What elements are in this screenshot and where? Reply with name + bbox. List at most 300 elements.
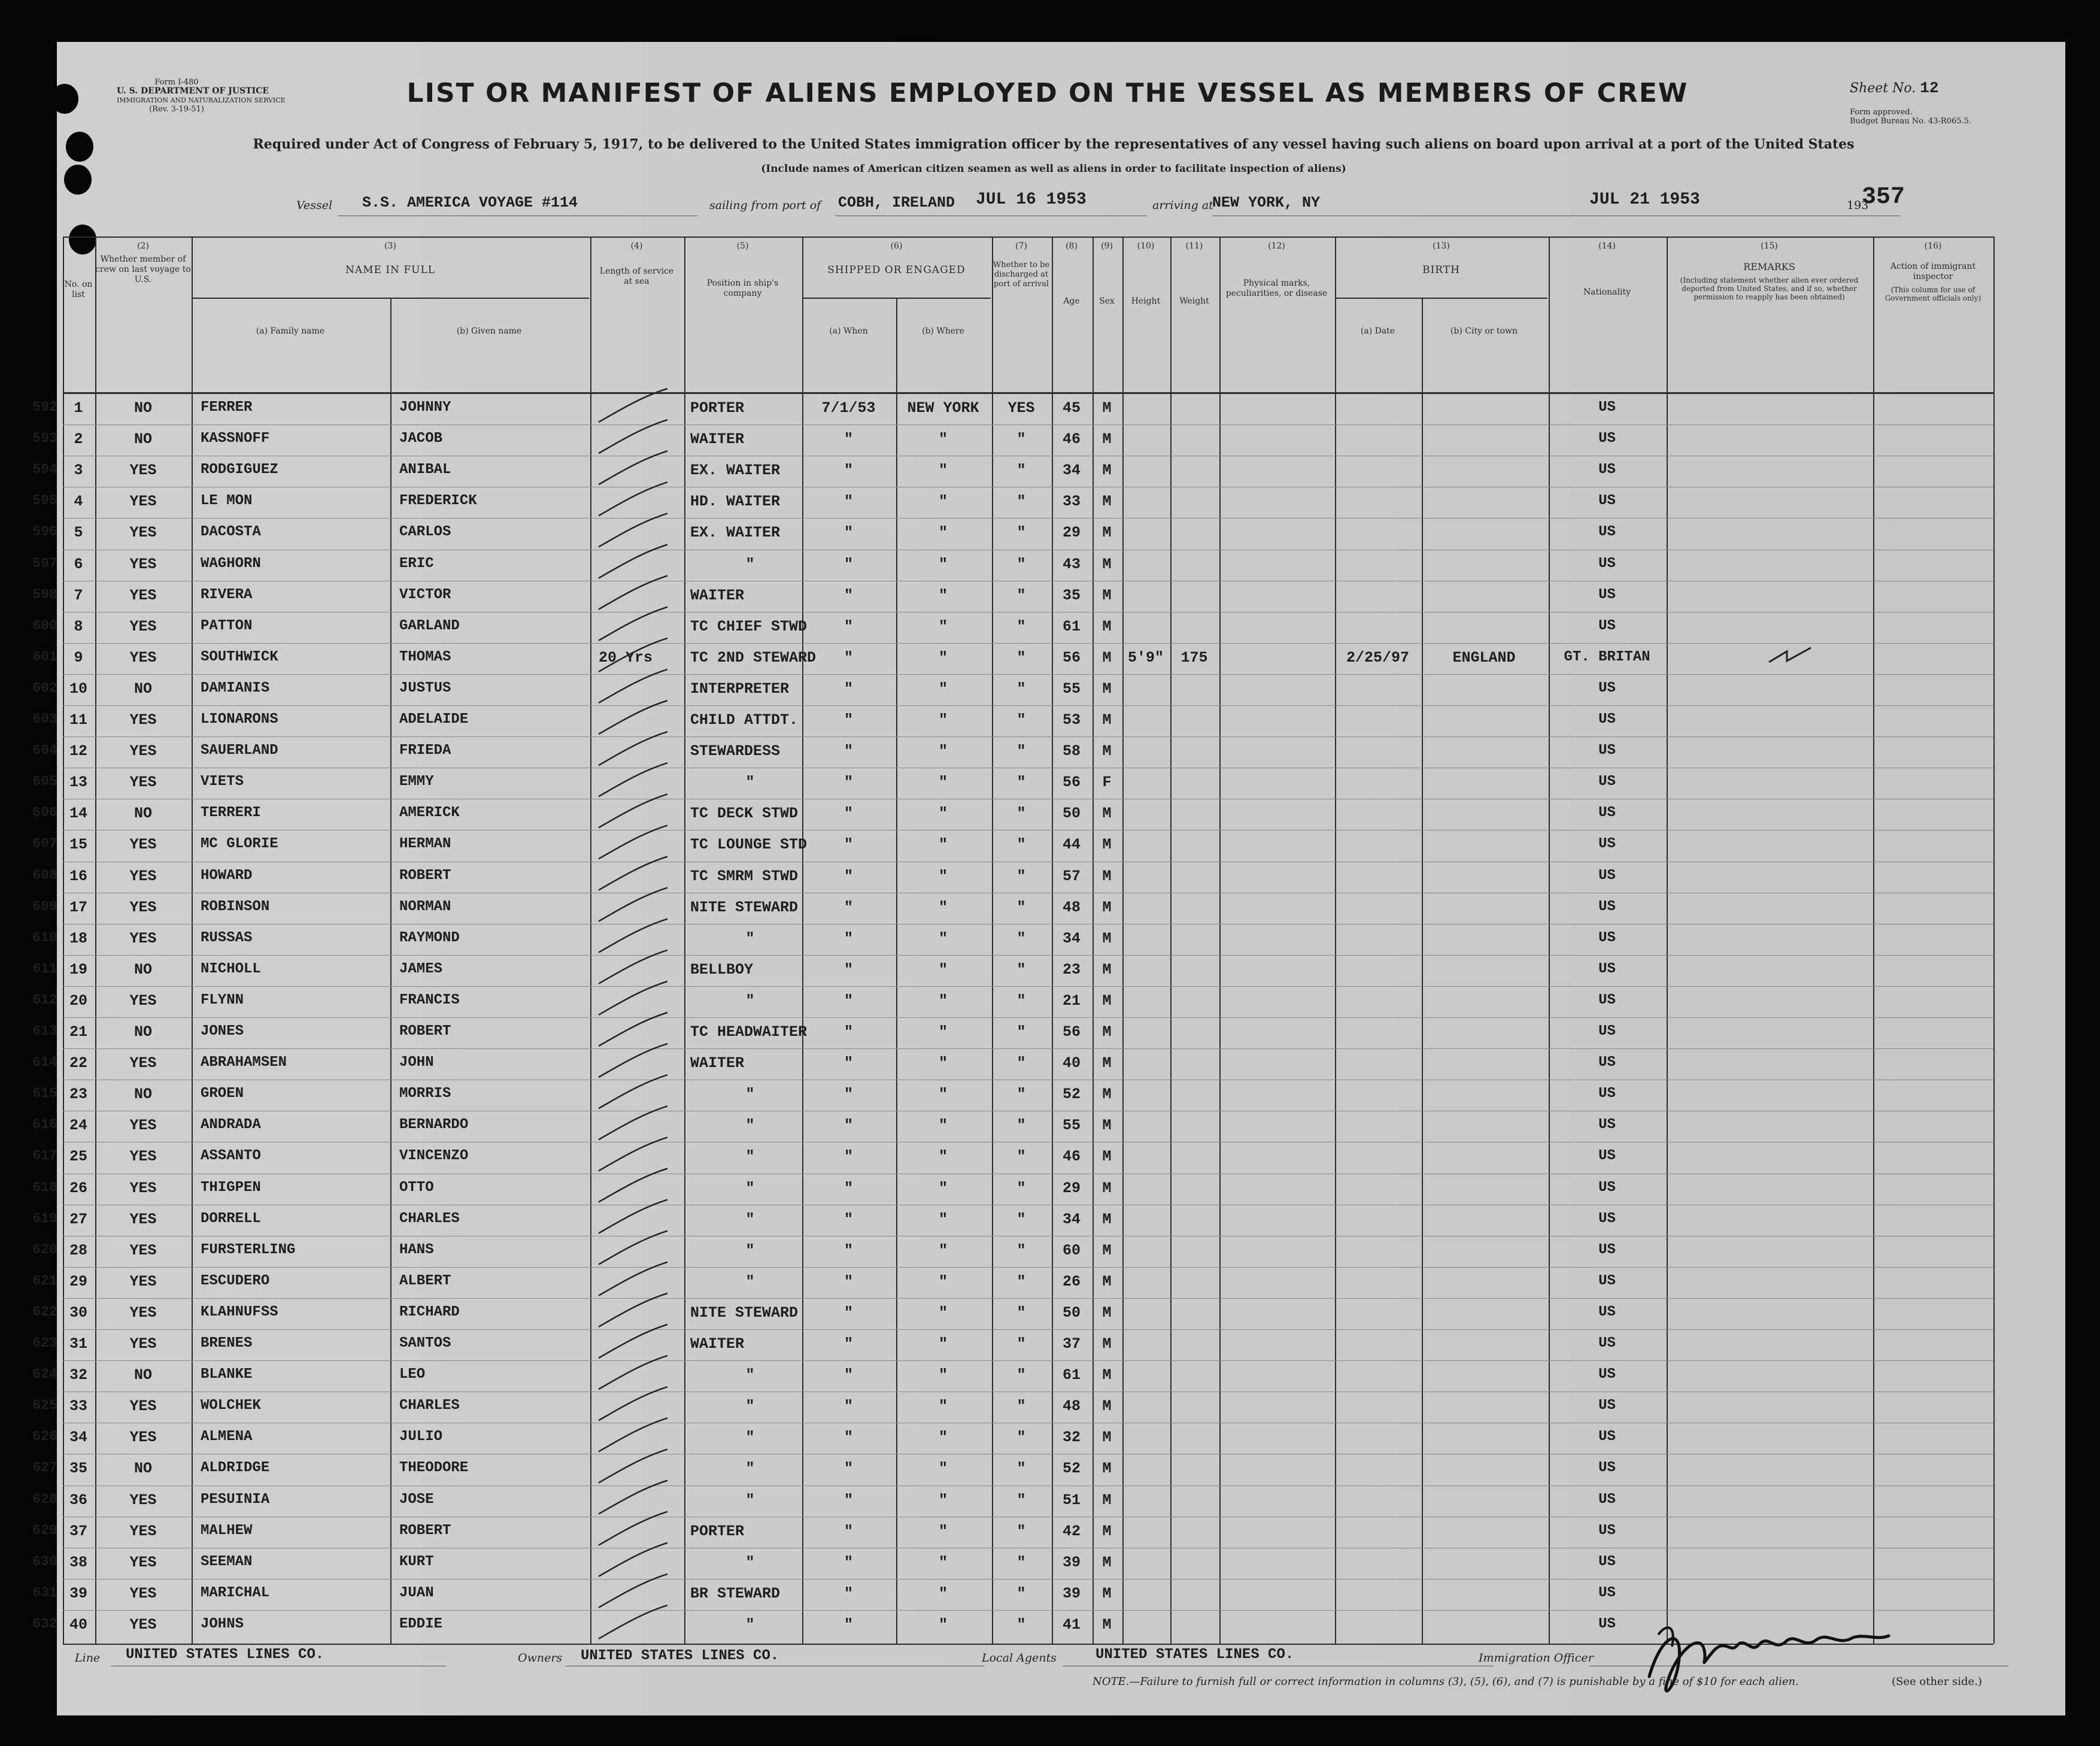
cell-given: JUSTUS xyxy=(399,680,451,696)
line-label: Line xyxy=(75,1651,101,1665)
arriving-label: arriving at xyxy=(1152,199,1213,212)
cell-last: YES xyxy=(129,836,157,854)
cell-mnum: 617 xyxy=(32,1148,57,1164)
cell-pos: BELLBOY xyxy=(690,960,754,978)
cell-when: " xyxy=(843,711,853,729)
cell-pos: TC CHIEF STWD xyxy=(690,617,808,635)
cell-fam: RODGIGUEZ xyxy=(201,462,278,478)
cell-dis: " xyxy=(1016,1023,1026,1041)
cell-sex: M xyxy=(1102,1023,1112,1041)
cell-when: " xyxy=(843,1335,853,1353)
cell-pos: " xyxy=(745,555,755,573)
arrival-date-stamp: JUL 21 1953 xyxy=(1589,190,1700,209)
cell-given: VICTOR xyxy=(399,586,451,603)
cell-dis: " xyxy=(1016,1553,1026,1571)
cell-fam: GROEN xyxy=(201,1086,244,1102)
budget-bureau: Budget Bureau No. 43-R065.5. xyxy=(1850,117,1972,126)
col-where: (b) Where xyxy=(921,326,964,336)
cell-sex: M xyxy=(1102,524,1112,542)
cell-when: " xyxy=(843,1584,853,1602)
cell-age: 42 xyxy=(1062,1522,1081,1540)
cell-given: EMMY xyxy=(399,774,434,790)
cell-when: " xyxy=(843,1210,853,1228)
cell-dis: " xyxy=(1016,1148,1026,1166)
cell-last: YES xyxy=(129,774,157,792)
footer xyxy=(57,1647,2065,1712)
cell-when: " xyxy=(843,929,853,947)
cell-mnum: 615 xyxy=(32,1086,57,1102)
cell-no: 32 xyxy=(69,1366,87,1384)
col-last-voyage-num: (2) xyxy=(137,241,149,251)
cell-given: JACOB xyxy=(399,431,443,447)
cell-where: " xyxy=(938,524,948,542)
cell-nat: US xyxy=(1598,1398,1616,1414)
cell-where: " xyxy=(938,992,948,1010)
cell-where: " xyxy=(938,1023,948,1041)
cell-given: CHARLES xyxy=(399,1398,460,1414)
cell-last: YES xyxy=(129,1615,157,1633)
cell-no: 20 xyxy=(69,992,87,1010)
cell-fam: DACOSTA xyxy=(201,524,261,541)
cell-age: 40 xyxy=(1062,1054,1081,1072)
cell-pos: " xyxy=(745,1615,755,1633)
cell-no: 21 xyxy=(69,1023,87,1041)
cell-where: " xyxy=(938,1272,948,1290)
cell-last: YES xyxy=(129,1054,157,1072)
cell-where: " xyxy=(938,648,948,666)
cell-where: " xyxy=(938,1304,948,1321)
cell-last: YES xyxy=(129,1429,157,1447)
cell-last: YES xyxy=(129,1179,157,1197)
cell-age: 23 xyxy=(1062,960,1081,978)
cell-pos: STEWARDESS xyxy=(690,742,781,760)
cell-dis: " xyxy=(1016,524,1026,542)
cell-fam: RIVERA xyxy=(201,586,253,603)
cell-nat: US xyxy=(1598,929,1616,946)
cell-nat: US xyxy=(1598,431,1616,447)
cell-last: YES xyxy=(129,1522,157,1540)
cell-sex: F xyxy=(1102,774,1112,792)
cell-given: BERNARDO xyxy=(399,1117,469,1133)
cell-nat: US xyxy=(1598,898,1616,915)
cell-fam: SOUTHWICK xyxy=(201,648,278,665)
cell-mnum: 625 xyxy=(32,1398,57,1414)
cell-given: EDDIE xyxy=(399,1615,443,1632)
cell-dis: " xyxy=(1016,774,1026,792)
cell-mnum: 623 xyxy=(32,1335,57,1351)
cell-nat: US xyxy=(1598,1335,1616,1351)
cell-where: " xyxy=(938,1148,948,1166)
cell-fam: JONES xyxy=(201,1023,244,1039)
cell-given: AMERICK xyxy=(399,805,460,822)
cell-given: KURT xyxy=(399,1553,434,1570)
year-suffix: 193 xyxy=(1847,199,1869,212)
cell-no: 16 xyxy=(69,867,87,885)
cell-dis: " xyxy=(1016,1272,1026,1290)
cell-sex: M xyxy=(1102,992,1112,1010)
cell-fam: ALDRIDGE xyxy=(201,1460,270,1477)
cell-where: " xyxy=(938,1615,948,1633)
cell-when: " xyxy=(843,836,853,854)
cell-dis: " xyxy=(1016,960,1026,978)
cell-sex: M xyxy=(1102,1522,1112,1540)
cell-pos: TC DECK STWD xyxy=(690,805,799,823)
col-height-header: Height xyxy=(1131,296,1161,306)
page-stamp: 357 xyxy=(1862,184,1905,211)
cell-no: 39 xyxy=(69,1584,87,1602)
cell-no: 2 xyxy=(74,431,83,448)
cell-given: JULIO xyxy=(399,1429,443,1445)
cell-sex: M xyxy=(1102,1491,1112,1509)
cell-last: YES xyxy=(129,524,157,542)
cell-nat: US xyxy=(1598,805,1616,822)
cell-no: 3 xyxy=(74,462,83,480)
cell-fam: FERRER xyxy=(201,399,253,416)
cell-sex: M xyxy=(1102,867,1112,885)
cell-where: " xyxy=(938,617,948,635)
cell-where: " xyxy=(938,586,948,604)
col-remarks-header: REMARKS xyxy=(1743,261,1795,272)
cell-where: " xyxy=(938,805,948,823)
cell-sex: M xyxy=(1102,1210,1112,1228)
cell-given: ROBERT xyxy=(399,1023,451,1039)
cell-fam: ASSANTO xyxy=(201,1148,261,1165)
cell-no: 38 xyxy=(69,1553,87,1571)
sheet-label-text: Sheet No. xyxy=(1850,81,1916,96)
cell-pos: WAITER xyxy=(690,1054,745,1072)
cell-dis: " xyxy=(1016,586,1026,604)
cell-where: " xyxy=(938,1335,948,1353)
cell-dis: " xyxy=(1016,711,1026,729)
cell-last: YES xyxy=(129,1210,157,1228)
cell-last: NO xyxy=(133,399,152,417)
cell-dis: " xyxy=(1016,1522,1026,1540)
cell-when: " xyxy=(843,1054,853,1072)
cell-no: 25 xyxy=(69,1148,87,1166)
cell-pos: " xyxy=(745,1429,755,1447)
cell-where: " xyxy=(938,929,948,947)
col-nationality-num: (14) xyxy=(1598,241,1616,251)
cell-nat: US xyxy=(1598,399,1616,416)
cell-age: 21 xyxy=(1062,992,1081,1010)
cell-nat: US xyxy=(1598,1615,1616,1632)
cell-sex: M xyxy=(1102,1086,1112,1104)
cell-fam: FLYNN xyxy=(201,992,244,1008)
officer-label: Immigration Officer xyxy=(1479,1651,1594,1665)
cell-pos: HD. WAITER xyxy=(690,493,781,511)
cell-dis: " xyxy=(1016,555,1026,573)
cell-dis: " xyxy=(1016,867,1026,885)
col-when: (a) When xyxy=(829,326,868,336)
cell-pos: " xyxy=(745,992,755,1010)
subtitle-note: (Include names of American citizen seamen as well as aliens in order to facilitate inspection of aliens) xyxy=(761,163,1346,175)
cell-when: " xyxy=(843,1491,853,1509)
cell-mnum: 627 xyxy=(32,1460,57,1476)
subtitle: Required under Act of Congress of February 5, 1917, to be delivered to the United States immigration officer by the representatives of any vessel having such aliens on board upon arrival at a port of the United States xyxy=(253,137,1855,152)
cell-nat: US xyxy=(1598,555,1616,572)
cell-pos: NITE STEWARD xyxy=(690,1304,799,1321)
cell-pos: " xyxy=(745,1241,755,1259)
cell-no: 28 xyxy=(69,1241,87,1259)
cell-age: 60 xyxy=(1062,1241,1081,1259)
cell-when: " xyxy=(843,555,853,573)
cell-last: YES xyxy=(129,555,157,573)
cell-last: NO xyxy=(133,805,152,823)
col-remarks-num: (15) xyxy=(1761,241,1778,251)
cell-last: YES xyxy=(129,992,157,1010)
cell-age: 51 xyxy=(1062,1491,1081,1509)
cell-no: 11 xyxy=(69,711,87,729)
cell-dis: " xyxy=(1016,929,1026,947)
cell-last: YES xyxy=(129,1117,157,1135)
cell-nat: US xyxy=(1598,992,1616,1008)
cell-when: " xyxy=(843,648,853,666)
cell-fam: LE MON xyxy=(201,493,253,510)
cell-sex: M xyxy=(1102,805,1112,823)
cell-dis: " xyxy=(1016,805,1026,823)
cell-pos: TC LOUNGE STD xyxy=(690,836,808,854)
cell-when: " xyxy=(843,493,853,511)
cell-pos: " xyxy=(745,1398,755,1415)
cell-no: 18 xyxy=(69,929,87,947)
cell-nat: US xyxy=(1598,493,1616,510)
col-no-header: No. on list xyxy=(64,280,93,299)
cell-mnum: 630 xyxy=(32,1553,57,1569)
cell-pos: TC HEADWAITER xyxy=(690,1023,808,1041)
cell-given: ROBERT xyxy=(399,1522,451,1539)
punch-hole xyxy=(66,132,93,162)
cell-last: YES xyxy=(129,586,157,604)
sheet-number: 12 xyxy=(1920,79,1939,97)
cell-sex: M xyxy=(1102,1335,1112,1353)
cell-mnum: 602 xyxy=(32,680,57,696)
cell-last: YES xyxy=(129,711,157,729)
col-birth-city: (b) City or town xyxy=(1450,326,1518,336)
cell-age: 52 xyxy=(1062,1086,1081,1104)
cell-sex: M xyxy=(1102,586,1112,604)
cell-nat: US xyxy=(1598,1272,1616,1289)
cell-when: " xyxy=(843,1179,853,1197)
cell-age: 58 xyxy=(1062,742,1081,760)
service: IMMIGRATION AND NATURALIZATION SERVICE xyxy=(117,96,286,104)
cell-where: " xyxy=(938,836,948,854)
cell-age: 39 xyxy=(1062,1553,1081,1571)
cell-no: 23 xyxy=(69,1086,87,1104)
cell-fam: ANDRADA xyxy=(201,1117,261,1133)
cell-when: " xyxy=(843,1398,853,1415)
sailing-date-stamp: JUL 16 1953 xyxy=(976,190,1087,209)
cell-when: " xyxy=(843,867,853,885)
cell-where: " xyxy=(938,1398,948,1415)
cell-fam: SEEMAN xyxy=(201,1553,253,1570)
revision: (Rev. 3-19-51) xyxy=(149,105,204,114)
cell-when: " xyxy=(843,1522,853,1540)
cell-nat: US xyxy=(1598,711,1616,728)
cell-last: YES xyxy=(129,1584,157,1602)
cell-when: " xyxy=(843,462,853,480)
cell-dis: " xyxy=(1016,1429,1026,1447)
cell-pos: " xyxy=(745,1179,755,1197)
cell-mnum: 601 xyxy=(32,648,57,665)
cell-where: " xyxy=(938,1429,948,1447)
col-remarks-note: (Including statement whether alien ever ordered deported from United States, and if so, whether permission to reapply has been obtained) xyxy=(1680,276,1859,301)
cell-pos: TC SMRM STWD xyxy=(690,867,799,885)
cell-no: 17 xyxy=(69,898,87,916)
cell-last: YES xyxy=(129,929,157,947)
cell-where: " xyxy=(938,462,948,480)
cell-age: 50 xyxy=(1062,805,1081,823)
cell-fam: ABRAHAMSEN xyxy=(201,1054,287,1071)
cell-nat: US xyxy=(1598,867,1616,884)
cell-given: RAYMOND xyxy=(399,929,460,946)
crew-table xyxy=(32,237,1993,1644)
cell-age: 56 xyxy=(1062,648,1081,666)
cell-ht: 5'9" xyxy=(1127,648,1164,666)
cell-dis: " xyxy=(1016,1491,1026,1509)
cell-mnum: 594 xyxy=(32,462,57,478)
cell-last: NO xyxy=(133,1460,152,1478)
cell-last: NO xyxy=(133,1086,152,1104)
cell-sex: M xyxy=(1102,493,1112,511)
cell-sex: M xyxy=(1102,1366,1112,1384)
cell-fam: ALMENA xyxy=(201,1429,253,1445)
col-service-header: Length of service at sea xyxy=(599,266,674,286)
sheet-label xyxy=(1850,79,1938,97)
cell-last: YES xyxy=(129,898,157,916)
cell-fam: ESCUDERO xyxy=(201,1272,270,1289)
cell-nat: US xyxy=(1598,1023,1616,1039)
cell-when: " xyxy=(843,1429,853,1447)
cell-pos: PORTER xyxy=(690,399,745,417)
cell-where: " xyxy=(938,1522,948,1540)
cell-no: 19 xyxy=(69,960,87,978)
cell-given: ROBERT xyxy=(399,867,451,884)
cell-last: YES xyxy=(129,1272,157,1290)
cell-dis: " xyxy=(1016,617,1026,635)
cell-nat: US xyxy=(1598,617,1616,634)
agents-label: Local Agents xyxy=(982,1651,1057,1665)
cell-nat: US xyxy=(1598,1491,1616,1508)
cell-fam: MALHEW xyxy=(201,1522,253,1539)
cell-sex: M xyxy=(1102,711,1112,729)
cell-nat: US xyxy=(1598,774,1616,790)
cell-age: 55 xyxy=(1062,1117,1081,1135)
cell-given: MORRIS xyxy=(399,1086,451,1102)
cell-when: " xyxy=(843,1148,853,1166)
cell-mnum: 628 xyxy=(32,1491,57,1507)
cell-pos: BR STEWARD xyxy=(690,1584,781,1602)
cell-age: 55 xyxy=(1062,680,1081,698)
cell-pos: " xyxy=(745,929,755,947)
cell-where: " xyxy=(938,711,948,729)
cell-age: 50 xyxy=(1062,1304,1081,1321)
cell-sex: M xyxy=(1102,1615,1112,1633)
cell-last: YES xyxy=(129,648,157,666)
arriving-port: NEW YORK, NY xyxy=(1212,194,1321,211)
cell-pos: " xyxy=(745,1210,755,1228)
manifest-sheet xyxy=(32,42,2065,1715)
cell-age: 56 xyxy=(1062,1023,1081,1041)
cell-age: 34 xyxy=(1062,929,1081,947)
cell-pos: " xyxy=(745,1117,755,1135)
cell-age: 39 xyxy=(1062,1584,1081,1602)
col-shipped-header: SHIPPED OR ENGAGED xyxy=(827,264,966,276)
cell-when: " xyxy=(843,1460,853,1478)
cell-dis: " xyxy=(1016,1117,1026,1135)
cell-given: RICHARD xyxy=(399,1304,460,1320)
cell-no: 22 xyxy=(69,1054,87,1072)
col-birth-header: BIRTH xyxy=(1422,264,1460,276)
cell-dis: " xyxy=(1016,1584,1026,1602)
cell-mnum: 597 xyxy=(32,555,57,571)
cell-no: 13 xyxy=(69,774,87,792)
col-action-num: (16) xyxy=(1924,241,1942,251)
cell-pos: " xyxy=(745,1491,755,1509)
cell-when: " xyxy=(843,1553,853,1571)
cell-fam: THIGPEN xyxy=(201,1179,261,1196)
cell-fam: HOWARD xyxy=(201,867,253,884)
footer-note: NOTE.—Failure to furnish full or correct information in columns (3), (5), (6), and (7) is punishable by a fine of $10 for each alien. xyxy=(1093,1675,1799,1688)
cell-mnum: 618 xyxy=(32,1179,57,1195)
cell-fam: DORRELL xyxy=(201,1210,261,1227)
cell-where: " xyxy=(938,680,948,698)
cell-nat: US xyxy=(1598,1148,1616,1165)
cell-age: 35 xyxy=(1062,586,1081,604)
cell-fam: FURSTERLING xyxy=(201,1241,296,1258)
cell-where: " xyxy=(938,1179,948,1197)
col-sex-header: Sex xyxy=(1099,296,1115,306)
cell-age: 61 xyxy=(1062,617,1081,635)
cell-fam: SAUERLAND xyxy=(201,742,278,759)
cell-sex: M xyxy=(1102,399,1112,417)
cell-dis: " xyxy=(1016,648,1026,666)
cell-where: " xyxy=(938,555,948,573)
cell-last: YES xyxy=(129,742,157,760)
cell-where: " xyxy=(938,493,948,511)
cell-pos: PORTER xyxy=(690,1522,745,1540)
cell-fam: BLANKE xyxy=(201,1366,253,1383)
cell-mnum: 614 xyxy=(32,1054,57,1071)
col-nationality-header: Nationality xyxy=(1583,287,1631,297)
cell-pos: WAITER xyxy=(690,586,745,604)
cell-age: 34 xyxy=(1062,1210,1081,1228)
cell-age: 37 xyxy=(1062,1335,1081,1353)
cell-fam: RUSSAS xyxy=(201,929,253,946)
cell-where: " xyxy=(938,1366,948,1384)
cell-nat: US xyxy=(1598,1429,1616,1445)
cell-sex: M xyxy=(1102,898,1112,916)
cell-no: 15 xyxy=(69,836,87,854)
cell-no: 5 xyxy=(74,524,83,542)
cell-fam: DAMIANIS xyxy=(201,680,270,696)
cell-dis: " xyxy=(1016,1460,1026,1478)
cell-sex: M xyxy=(1102,1304,1112,1321)
cell-no: 14 xyxy=(69,805,87,823)
cell-no: 26 xyxy=(69,1179,87,1197)
cell-where: " xyxy=(938,1241,948,1259)
see-other-side: (See other side.) xyxy=(1892,1675,1982,1688)
cell-when: " xyxy=(843,617,853,635)
cell-last: YES xyxy=(129,867,157,885)
cell-mnum: 612 xyxy=(32,992,57,1008)
cell-mnum: 621 xyxy=(32,1272,57,1289)
cell-dis: " xyxy=(1016,1086,1026,1104)
cell-no: 30 xyxy=(69,1304,87,1321)
cell-dis: YES xyxy=(1007,399,1035,417)
cell-mnum: 609 xyxy=(32,898,57,914)
cell-given: HERMAN xyxy=(399,836,451,853)
col-discharged-header: Whether to be discharged at port of arrival xyxy=(993,260,1050,289)
